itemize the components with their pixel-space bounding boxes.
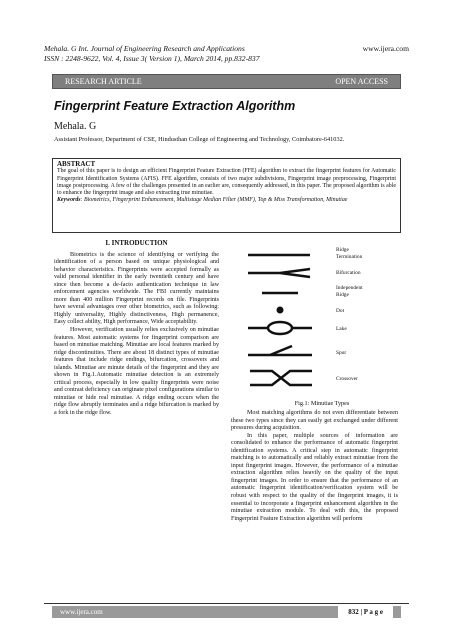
abstract-heading: ABSTRACT [57, 160, 96, 168]
journal-citation: Mehala. G Int. Journal of Engineering Research and Applications [44, 44, 245, 53]
spur-shape [248, 346, 312, 355]
label-ridge-2: Ridge [336, 292, 349, 298]
label-termination: Termination [336, 254, 363, 260]
intro-paragraph-1: Biometrics is the science of identifying or verifying the identification of a person based on unique physiological and behavior characteristics. Fingerprints were accepted formally as valid personal identifier in the early twentieth century and have since then become a de-facto authentication technique in law enforcement agencies worldwide. The FBI currently maintains more than 400 million Fingerprint records on file. Fingerprints have several advantages over other biometrics, such as following: Highly universality, Highly distinctiveness, High permanence, Easy collect ability, High performance, Wide acceptability. [54, 251, 219, 326]
figure-caption: Fig.1: Minutiae Types [294, 400, 350, 407]
label-bifurcation: Bifurcation [336, 270, 361, 276]
left-column [54, 240, 219, 418]
open-access-label: OPEN ACCESS [335, 77, 388, 86]
crossover-shape [250, 371, 312, 385]
label-lake: Lake [336, 326, 347, 332]
paper-title: Fingerprint Feature Extraction Algorithm [54, 99, 296, 113]
page-number: 832 | P a g e [338, 606, 393, 618]
intro-paragraph-2: However, verification usually relies exclusively on minutiae features. Most automatic systems for fingerprint comparison are based on minutiae matching. Minutiae are local features marked by ridge discontinuities. There are about 18 distinct types of minutiae features that include ridge endings, bifurcation, crossovers and islands. Minutiae are minute details of the fingerprint and they are shown in Fig.1.Automatic minutiae detection is an extremely critical process, especially in low quality fingerprints were noise and contrast deficiency can originate pixel configurations similar to minutiae or hide real minutiae. A ridge ending occurs when the ridge flow abruptly terminates and a ridge bifurcation is marked by a fork in the ridge flow. [54, 327, 219, 417]
footer-site-link[interactable]: www.ijera.com [60, 608, 103, 616]
label-dot: Dot [336, 308, 345, 314]
article-type-band [52, 74, 401, 89]
label-crossover: Crossover [336, 376, 358, 382]
author-name: Mehala. G [54, 121, 97, 132]
dot-marker [277, 307, 284, 314]
footer-rule [44, 603, 409, 604]
keywords-line [57, 197, 396, 204]
label-spur: Spur [336, 350, 347, 356]
label-ridge: Ridge [336, 247, 349, 253]
author-affiliation: Assistant Professor, Department of CSE, Hindusthan College of Engineering and Technology, Coimbatore-641032. [54, 136, 345, 143]
keywords-text: : Biometrics, Fingerprint Enhancement, Multistage Median Filter (MMF), Top & Miss Transformation, Minutiae [80, 197, 348, 204]
abstract-body: The goal of this paper is to design an efficient Fingerprint Feature Extraction (FFE) algorithm to extract the fingerprint features for Automatic Fingerprint Identification Systems (AFIS). FFE algorithm, consists of two major subdivisions, Fingerprint image preprocessing, Fingerprint image postprocessing. A few of the challenges presented in an earlier are, consequently addressed, in this paper. The proposed algorithm is able to enhance the fingerprint image and also extracting true minutiae. [57, 168, 396, 197]
issn-line: ISSN : 2248-9622, Vol. 4, Issue 3( Version 1), March 2014, pp.832-837 [44, 54, 260, 63]
right-paragraph-1: Most matching algorithms do not even differentiate between these two types since they can easily get exchanged under different pressures during acquisition. [231, 410, 398, 432]
footer-bar [52, 606, 401, 618]
right-paragraph-2: In this paper, multiple sources of information are consolidated to enhance the performance of automatic fingerprint identification systems. A critical step in automatic fingerprint matching is to automatically and reliably extract minutiae from the input fingerprint images. However, the performance of a minutiae extraction algorithm relies heavily on the quality of the input fingerprint images. In order to ensure that the performance of an automatic fingerprint identification/verification system will be robust with respect to the quality of the fingerprint images, it is essential to incorporate a fingerprint enhancement algorithm in the minutiae extraction module. To deal with this, the proposed Fingerprint Feature Extraction algorithm will perform [231, 432, 398, 522]
keywords-label: Keywords [57, 197, 81, 204]
minutiae-types-figure [240, 243, 404, 400]
header-site-link[interactable]: www.ijera.com [362, 44, 409, 53]
label-independent: Independent [336, 285, 363, 291]
introduction-heading: I. INTRODUCTION [105, 239, 168, 247]
research-article-label: RESEARCH ARTICLE [65, 77, 142, 86]
abstract-box [52, 158, 401, 233]
lake-shape [268, 322, 292, 334]
running-header [44, 44, 409, 64]
bifurcation-shape [248, 269, 310, 277]
right-column [231, 410, 398, 523]
